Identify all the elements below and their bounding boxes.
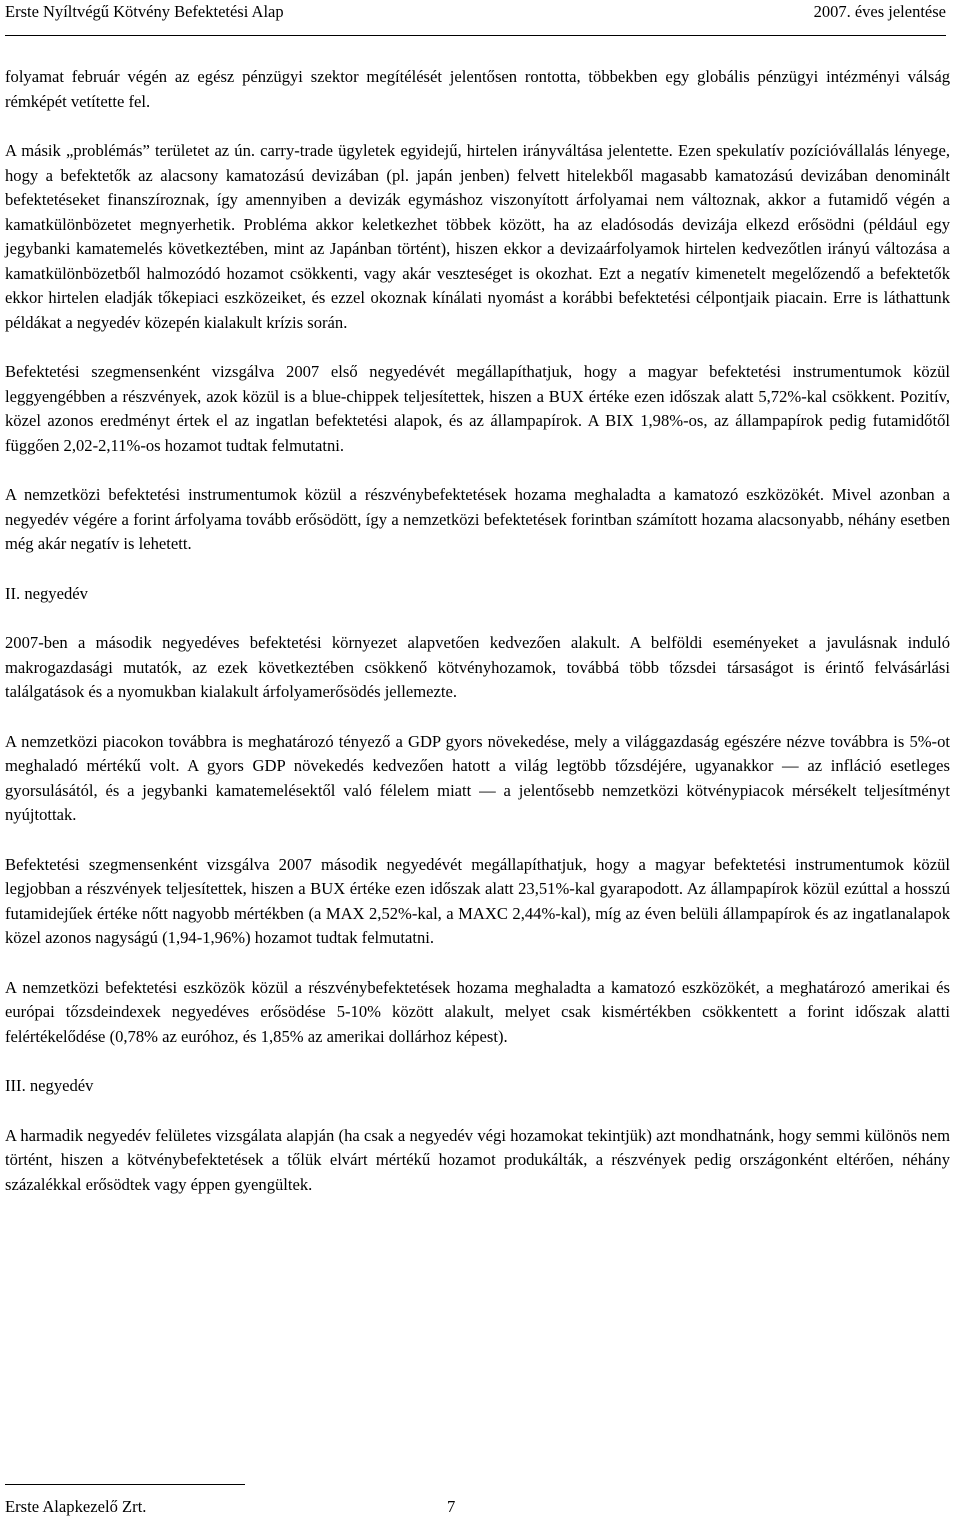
section-heading-q3: III. negyedév	[5, 1076, 94, 1095]
paragraph-7: Befektetési szegmensenként vizsgálva 2007 második negyedévét megállapíthatjuk, hogy a magyar befektetési instrumentumok közül legjobban a részvények teljesítettek, hiszen a BUX értéke ezen időszak alatt 23,51%-kal gyarapodott. Az állampapírok közül ezúttal a hosszú futamidejűek értéke nőtt nagyobb mértékben (a MAX 2,52%-kal, a MAXC 2,44%-kal), míg az éven belüli állampapírok és az ingatlanalapok közel azonos nagyságú (1,94-1,96%) hozamot tudtak felmutatni.	[5, 854, 950, 947]
body-text	[5, 65, 950, 1197]
paragraph-6: A nemzetközi piacokon továbbra is meghatározó tényező a GDP gyors növekedése, mely a világgazdaság egészére nézve továbbra is 5%-ot meghaladó mértékű volt. A gyors GDP növekedés kedvezően hatott a világ legtöbb tőzsdéjére, ugyanakkor — az infláció esetleges gyorsulásától, és a jegybanki kamatemelésektől való félelem miatt — a jelentősebb nemzetközi kötvénypiacok mérsékelt teljesítményt nyújtottak.	[5, 731, 950, 824]
paragraph-2: A másik „problémás” területet az ún. carry-trade ügyletek egyidejű, hirtelen irányváltása jelentette. Ezen spekulatív pozícióvállalás lényege, hogy a befektetők az alacsony kamatozású devizában (pl. japán jenben) felvett hitelekből magasabb kamatozású devizában denominált befektetéseket finanszíroznak, így amennyiben a devizák egymáshoz viszonyított árfolyamai nem változnak, akkor a futamidő végén a kamatkülönbözetet megnyerhetik. Probléma akkor keletkezhet többek között, ha az eladósodás devizája elkezd erősödni (például egy jegybanki kamatemelés következtében, mint az Japánban történt), hiszen ekkor a devizaárfolyamok hirtelen kedvezőtlen irányú változása a kamatkülönbözetből halmozódó hozamot csökkenti, vagy akár veszteséget is okozhat. Ezt a negatív kimenetelt megelőzendő a befektetők ekkor hirtelen eladják tőkepiaci eszközeiket, és ezzel okoznak kínálati nyomást a korábbi befektetési célpontjaik piacain. Erre is láthattunk példákat a negyedév közepén kialakult krízis során.	[5, 141, 950, 332]
header-report-title: 2007. éves jelentése	[813, 2, 946, 21]
paragraph-8: A nemzetközi befektetési eszközök közül a részvénybefektetések hozama meghaladta a kamatozó eszközökét, a meghatározó amerikai és európai tőzsdeindexek negyedéves erősödése 5-10% között alakult, melyet csak kismértékben csökkentett a forint időszak alatti felértékelődése (0,78% az euróhoz, és 1,85% az amerikai dollárhoz képest).	[5, 977, 950, 1046]
header-fund-name: Erste Nyíltvégű Kötvény Befektetési Alap	[5, 2, 284, 21]
section-heading-q2: II. negyedév	[5, 583, 88, 603]
page-footer	[5, 1495, 465, 1519]
paragraph-3: Befektetési szegmensenként vizsgálva 2007 első negyedévét megállapíthatjuk, hogy a magyar befektetési instrumentumok közül leggyengébben a részvények, azok közül is a blue-chippek teljesítettek, hiszen a BUX értéke ezen időszak alatt 5,72%-kal csökkent. Pozitív, közel azonos eredményt értek el az ingatlan befektetési alapok, és az állampapírok. A BIX 1,98%-os, az állampapírok pedig futamidőtől függően 2,02-2,11%-os hozamot tudtak felmutatni.	[5, 362, 950, 455]
page-header	[5, 0, 946, 26]
footer-rule	[5, 1484, 245, 1485]
paragraph-9: A harmadik negyedév felületes vizsgálata alapján (ha csak a negyedév végi hozamokat tekintjük) azt mondhatnánk, hogy semmi különös nem történt, hiszen a kötvénybefektetések a tőlük elvárt mértékű hozamot produkálták, a részvények pedig országonként eltérően, néhány százalékkal erősödtek vagy éppen gyengültek.	[5, 1125, 950, 1194]
footer-company: Erste Alapkezelő Zrt.	[5, 1497, 147, 1516]
paragraph-1: folyamat február végén az egész pénzügyi szektor megítélését jelentősen rontotta, többekben egy globális pénzügyi intézményi válság rémképét vetítette fel.	[5, 67, 950, 111]
paragraph-5: 2007-ben a második negyedéves befektetési környezet alapvetően kedvezően alakult. A belföldi eseményeket a javulásnak induló makrogazdasági mutatók, az ezek következtében csökkenő kötvényhozamok, továbbá több tőzsdei társaságot is érintő felvásárlási találgatások és a nyomukban kialakult árfolyamerősödés jellemezte.	[5, 633, 950, 701]
header-rule	[5, 35, 946, 36]
paragraph-4: A nemzetközi befektetési instrumentumok közül a részvénybefektetések hozama meghaladta a kamatozó eszközökét. Mivel azonban a negyedév végére a forint árfolyama tovább erősödött, így a nemzetközi befektetések forintban számított hozama alacsonyabb, néhány esetben még akár negatív is lehetett.	[5, 485, 950, 553]
page-number: 7	[447, 1497, 456, 1516]
